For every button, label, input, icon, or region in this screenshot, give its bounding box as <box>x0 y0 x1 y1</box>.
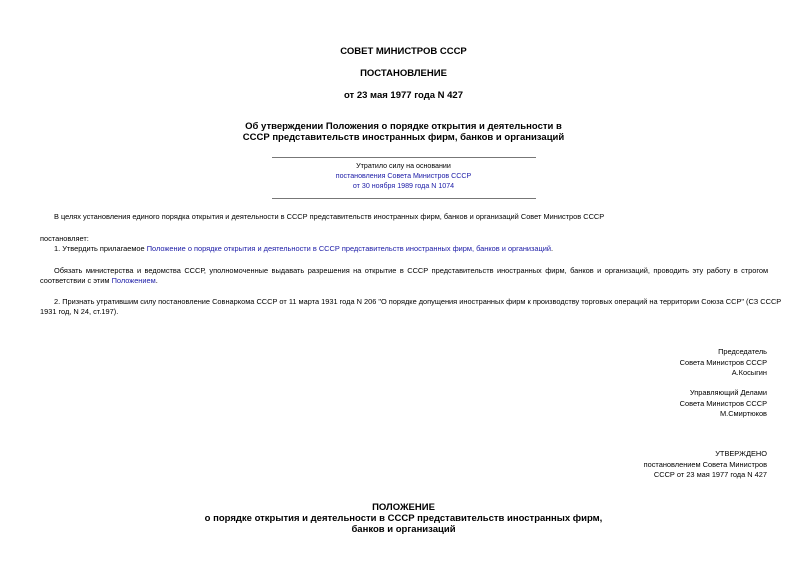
preamble: В целях установления единого порядка открытия и деятельности в СССР представительств иностранных фирм, банков и организаций Совет Министров СССР <box>54 212 605 221</box>
regulation-title: ПОЛОЖЕНИЕ <box>372 502 435 513</box>
approval-line-2: постановлением Совета Министров <box>643 459 767 469</box>
chair-signature <box>680 347 767 379</box>
status-top-rule <box>272 157 536 158</box>
approval-line-1: УТВЕРЖДЕНО <box>715 449 767 458</box>
admin-title: Управляющий Делами <box>689 388 767 397</box>
status-note-link-line-3[interactable]: от 30 ноября 1989 года N 1074 <box>352 182 455 190</box>
item-1b-line-1: Обязать министерства и ведомства СССР, уполномоченные выдавать разрешения на открытие в СССР представительств иностранных фирм, банков и организаций, проводить эту работу в строгом <box>54 266 769 275</box>
item-1b-suffix: . <box>155 276 158 285</box>
chair-org: Совета Министров СССР <box>679 357 767 367</box>
item-1-prefix: 1. Утвердить прилагаемое <box>54 244 147 253</box>
decides: постановляет: <box>40 234 89 243</box>
item-1 <box>40 243 771 254</box>
document-title-line-1: Об утверждении Положения о порядке открытия и деятельности в <box>245 121 562 132</box>
item-1-suffix: . <box>551 244 554 253</box>
admin-name: М.Смиртюков <box>720 409 767 418</box>
chair-title: Председатель <box>718 347 767 356</box>
status-note-link-line-2[interactable]: постановления Совета Министров СССР <box>335 172 472 180</box>
item-1b-prefix: соответствии с этим <box>40 276 112 285</box>
item-2-line-1: 2. Признать утратившим силу постановление Совнаркома СССР от 11 марта 1931 года N 206 "О порядке допущения иностранных фирм к производству торговых операций на территории Союза ССР" (СЗ СССР <box>54 297 782 306</box>
status-bottom-rule <box>272 198 536 199</box>
admin-org: Совета Министров СССР <box>679 398 767 408</box>
regulation-ref-link[interactable]: Положением <box>111 276 156 285</box>
admin-signature <box>680 388 767 420</box>
document-date-number: от 23 мая 1977 года N 427 <box>343 90 464 101</box>
item-2-line-2: 1931 год, N 24, ст.197). <box>40 307 119 316</box>
document-type: ПОСТАНОВЛЕНИЕ <box>360 68 447 79</box>
approval-block <box>644 449 767 481</box>
document-title-line-2: СССР представительств иностранных фирм, банков и организаций <box>242 132 565 143</box>
chair-name: А.Косыгин <box>731 368 767 377</box>
regulation-subtitle-line-2: банков и организаций <box>351 524 456 535</box>
approval-line-3: СССР от 23 мая 1977 года N 427 <box>653 470 767 479</box>
item-1b-line-2 <box>40 275 771 286</box>
regulation-link[interactable]: Положение о порядке открытия и деятельности в СССР представительств иностранных фирм, банков и организаций <box>146 244 552 253</box>
council-name: СОВЕТ МИНИСТРОВ СССР <box>340 46 467 57</box>
regulation-subtitle-line-1: о порядке открытия и деятельности в СССР представительств иностранных фирм, <box>204 513 603 524</box>
status-note-line-1: Утратило силу на основании <box>356 162 451 170</box>
